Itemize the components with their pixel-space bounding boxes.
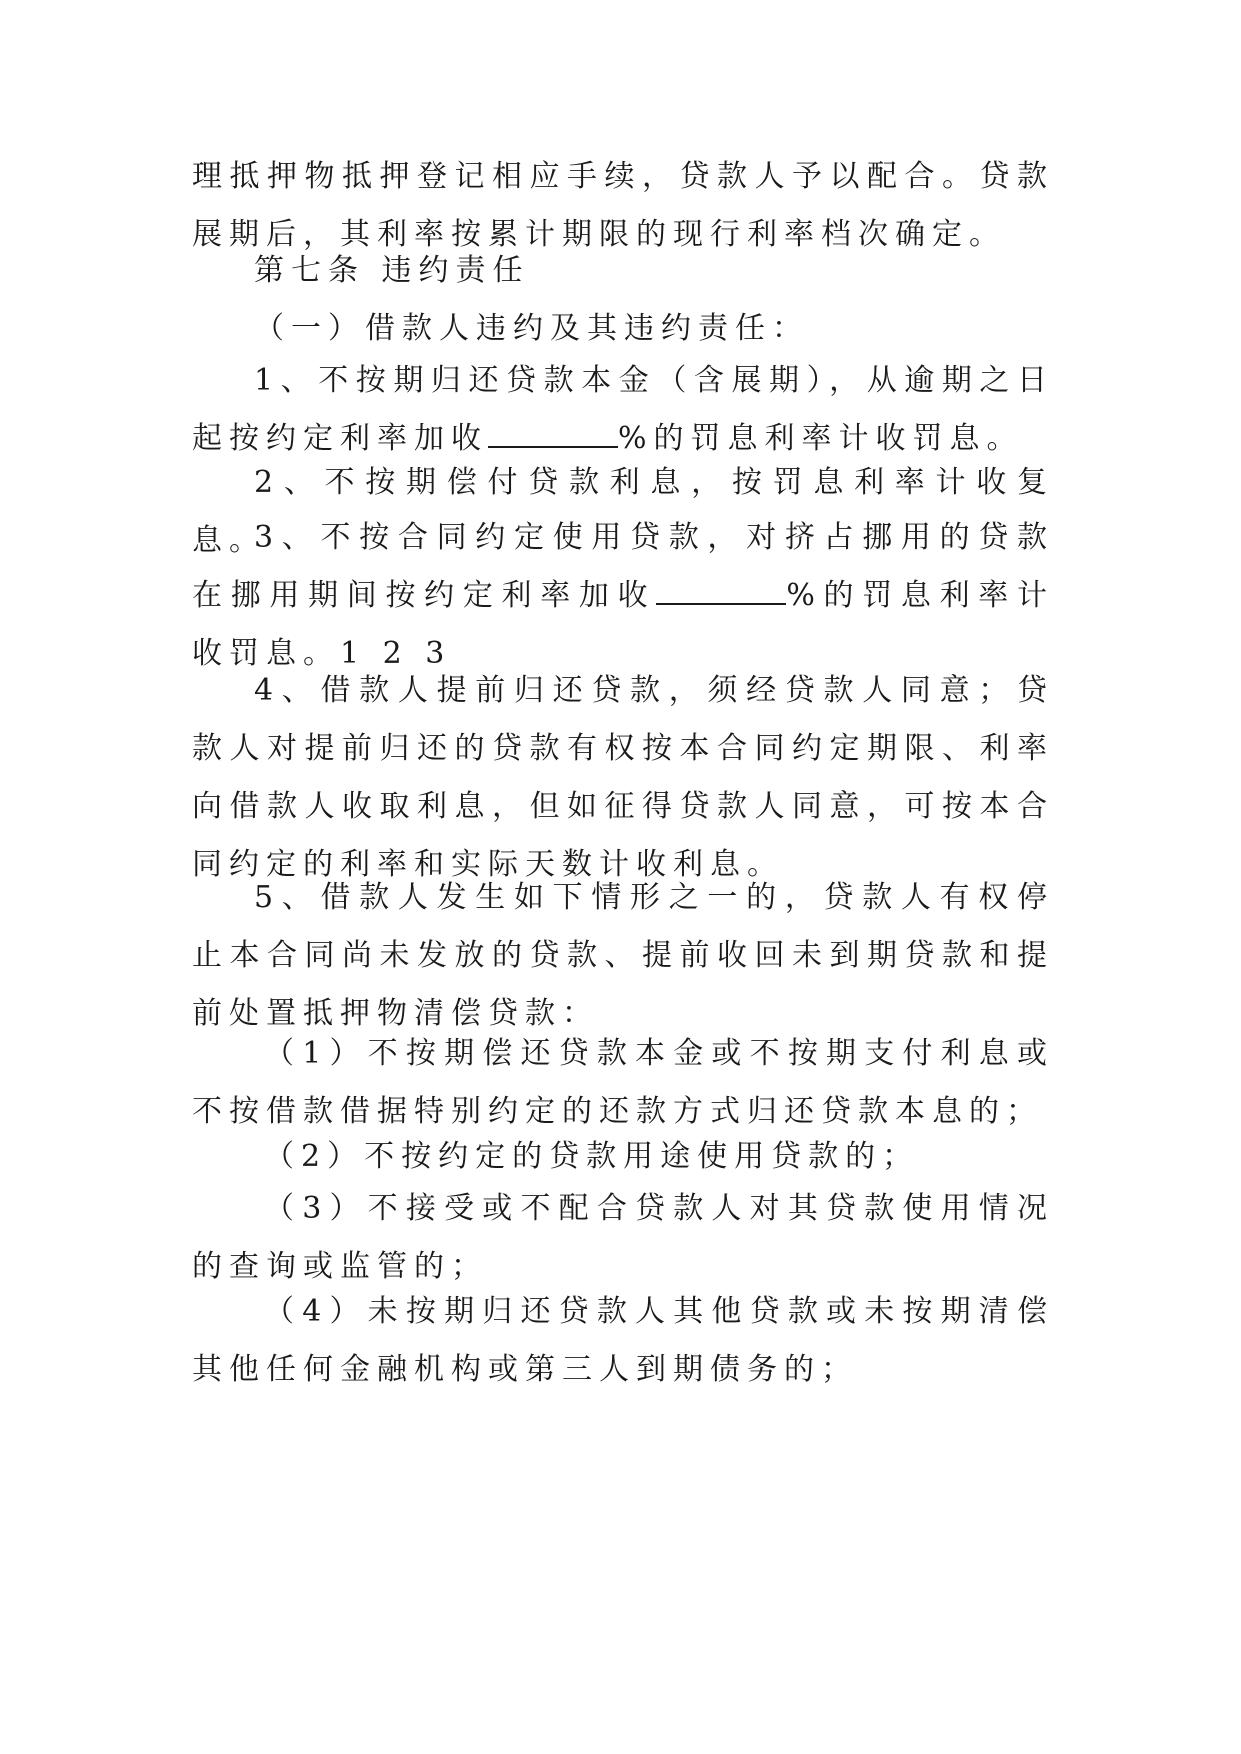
clause-4-block xyxy=(192,662,1054,894)
section-1-heading: （一）借款人违约及其违约责任： xyxy=(254,311,809,346)
article-7-heading: 第七条 违约责任 xyxy=(254,253,530,288)
item-2-block xyxy=(192,1128,1054,1186)
item-2-wrong-purpose: （2）不按约定的贷款用途使用贷款的； xyxy=(264,1139,920,1174)
clause-3-block xyxy=(192,509,1054,683)
clause-1-block xyxy=(192,352,1054,468)
clause-5-default-events: 5、借款人发生如下情形之一的，贷款人有权停止本合同尚未发放的贷款、提前收回未到期贷款和提前处置抵押物清偿贷款： xyxy=(192,880,1054,1031)
clause-1-late-principal xyxy=(192,352,1054,468)
paragraph-extension-interest: 理抵押物抵押登记相应手续，贷款人予以配合。贷款展期后，其利率按累计期限的现行利率档次确定。 xyxy=(192,159,1054,252)
clause-3-text-a: 3、不按合同约定使用贷款，对挤占挪用的贷款在挪用期间按约定利率加收 xyxy=(192,520,1054,613)
penalty-rate-blank-2 xyxy=(656,577,786,605)
item-4-other-debts: （4）未按期归还贷款人其他贷款或未按期清偿其他任何金融机构或第三人到期债务的； xyxy=(192,1294,1054,1387)
clause-1-text-b: %的罚息利率计收罚息。 xyxy=(618,421,1024,456)
clause-2-late-interest: 2、不按期偿付贷款利息，按罚息利率计收复息。 xyxy=(192,465,1054,558)
item-1-block xyxy=(192,1025,1054,1141)
clause-3-misuse xyxy=(192,509,1054,683)
item-4-block xyxy=(192,1283,1054,1399)
clause-5-block xyxy=(192,869,1054,1043)
item-3-block xyxy=(192,1180,1054,1296)
item-1-nonpayment: （1）不按期偿还贷款本金或不按期支付利息或不按借款借据特别约定的还款方式归还贷款本息的； xyxy=(192,1036,1054,1129)
article-heading-block xyxy=(192,242,1054,300)
section-1-block xyxy=(192,300,1054,358)
penalty-rate-blank-1 xyxy=(488,420,618,448)
item-3-no-supervision: （3）不接受或不配合贷款人对其贷款使用情况的查询或监管的； xyxy=(192,1191,1054,1284)
clause-3-text-b: %的罚息利率计收罚息。1 2 3 xyxy=(192,578,1054,671)
clause-4-early-repayment: 4、借款人提前归还贷款，须经贷款人同意；贷款人对提前归还的贷款有权按本合同约定期限、利率向借款人收取利息，但如征得贷款人同意，可按本合同约定的利率和实际天数计收利息。 xyxy=(192,673,1054,882)
clause-1-text-a: 1、不按期归还贷款本金（含展期），从逾期之日起按约定利率加收 xyxy=(192,363,1054,456)
